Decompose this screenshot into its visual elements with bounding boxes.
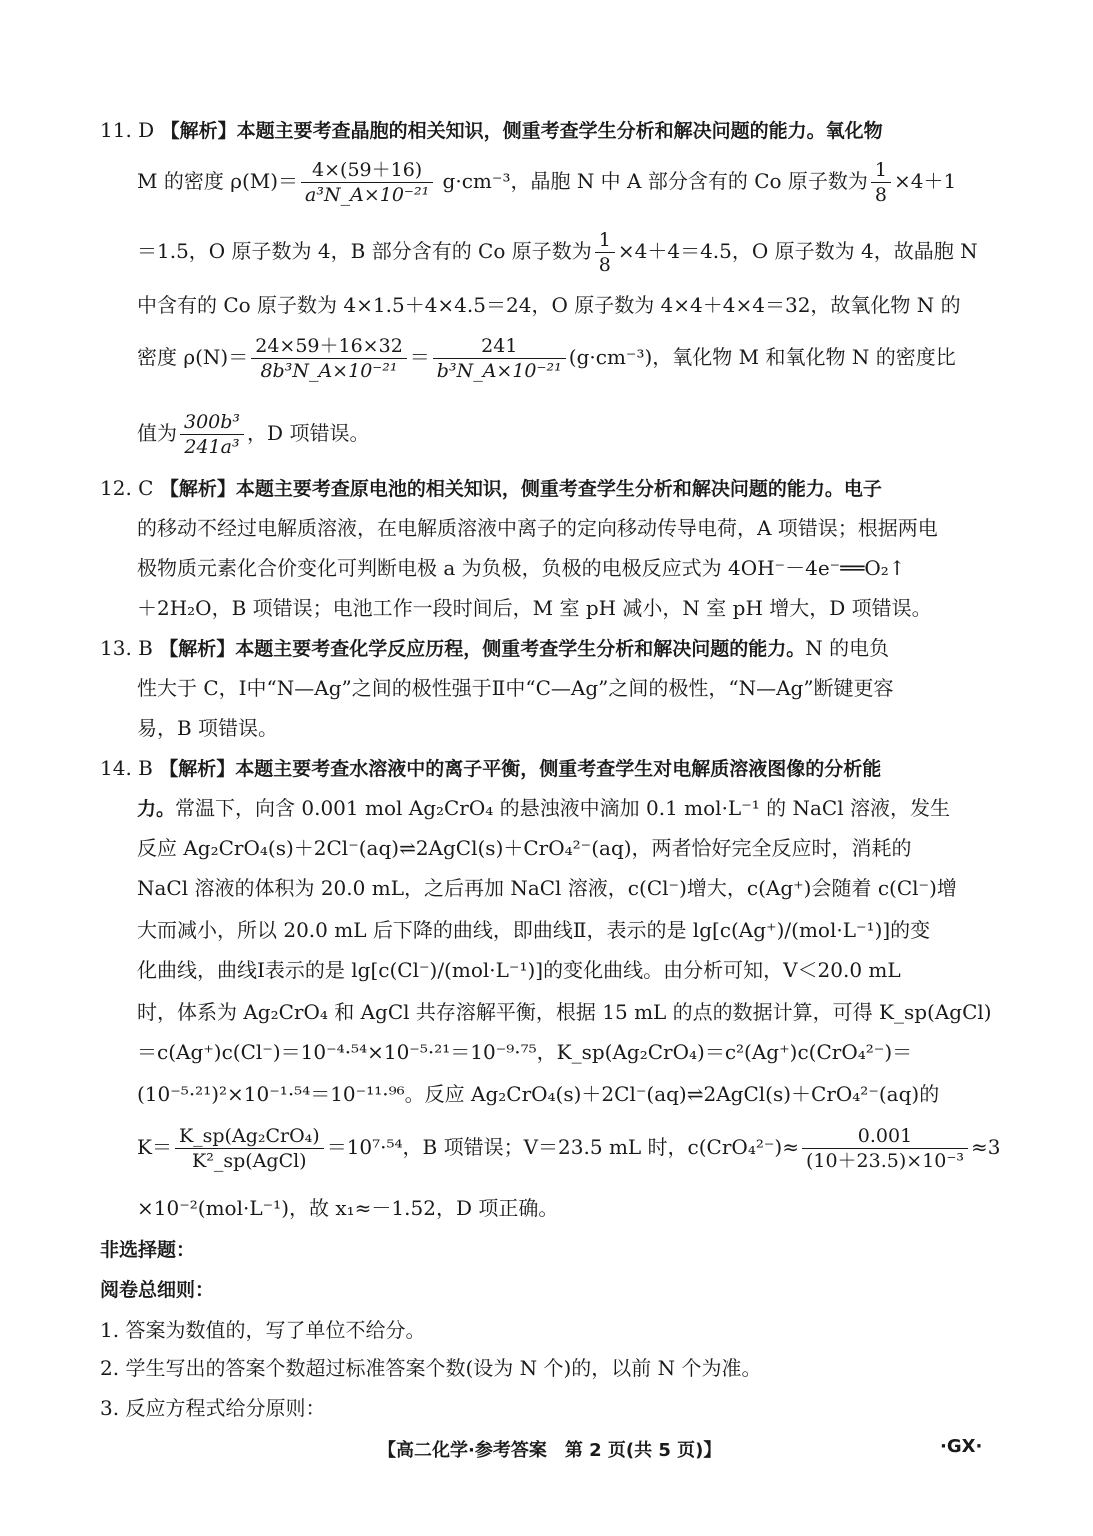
q11-line-2: [137, 158, 956, 207]
q14-text: ＝10⁷·⁵⁴，B 项错误；V＝23.5 mL 时，c(CrO₄²⁻)≈: [326, 1135, 799, 1159]
q14-text: ≈3: [971, 1135, 1001, 1159]
q14-line-8: ＝c(Ag⁺)c(Cl⁻)＝10⁻⁴·⁵⁴×10⁻⁵·²¹＝10⁻⁹·⁷⁵，K_sp(Ag₂CrO₄)＝c²(Ag⁺)c(CrO₄²⁻)＝: [137, 1040, 913, 1064]
q11-line-4: 中含有的 Co 原子数为 4×1.5＋4×4.5＝24，O 原子数为 4×4＋4×4＝32，故氧化物 N 的: [137, 293, 961, 317]
fraction-numerator: 300b³: [180, 410, 244, 435]
q14-text: 常温下，向含 0.001 mol Ag₂CrO₄ 的悬浊液中滴加 0.1 mol·L⁻¹ 的 NaCl 溶液，发生: [175, 796, 950, 820]
fraction: [871, 158, 891, 207]
q13-lead-tail: N 的电负: [805, 636, 890, 660]
q14-line-5: 大而减小，所以 20.0 mL 后下降的曲线，即曲线Ⅱ，表示的是 lg[c(Ag⁺)/(mol·L⁻¹)]的变: [137, 918, 931, 942]
q13-line-2: 性大于 C，Ⅰ中“N—Ag”之间的极性强于Ⅱ中“C—Ag”之间的极性，“N—Ag”断键更容: [137, 676, 894, 700]
q11-text: 值为: [137, 421, 177, 445]
fraction-numerator: 1: [871, 158, 891, 183]
fraction: [180, 410, 244, 459]
fraction-numerator: 1: [595, 228, 615, 253]
q11-text: (g·cm⁻³)，氧化物 M 和氧化物 N 的密度比: [568, 345, 956, 369]
fraction-denominator: K²_sp(AgCl): [192, 1150, 307, 1172]
footer-code: ·GX·: [940, 1436, 983, 1457]
fraction-numerator: 4×(59＋16): [301, 158, 433, 183]
q13-line-1: [100, 636, 889, 661]
rule-item: 1. 答案为数值的，写了单位不给分。: [100, 1318, 426, 1342]
q11-text: ＝1.5，O 原子数为 4，B 部分含有的 Co 原子数为: [137, 239, 592, 263]
fraction-denominator: 241a³: [184, 436, 240, 458]
q14-line-1: [100, 756, 881, 781]
q11-text: g·cm⁻³，晶胞 N 中 A 部分含有的 Co 原子数为: [436, 169, 868, 193]
q13-line-3: 易，B 项错误。: [137, 716, 279, 740]
q12-tag: 【解析】: [159, 478, 236, 500]
q12-number: 12. C: [100, 476, 154, 500]
q14-number: 14. B: [100, 756, 153, 780]
q11-text: M 的密度 ρ(M)＝: [137, 169, 299, 193]
q11-lead-tail: 氧化物: [825, 120, 883, 142]
q11-text: ×4＋1: [894, 169, 957, 193]
fraction: [802, 1124, 968, 1173]
q14-text-bold: 力。: [137, 798, 176, 820]
fraction-denominator: 8: [874, 184, 887, 206]
fraction: [301, 158, 433, 207]
q12-line-3: 极物质元素化合价变化可判断电极 a 为负极，负极的电极反应式为 4OH⁻－4e⁻══O₂↑: [137, 556, 906, 580]
fraction-numerator: 241: [433, 334, 566, 359]
q12-line-4: ＋2H₂O，B 项错误；电池工作一段时间后，M 室 pH 减小，N 室 pH 增大，D 项错误。: [137, 596, 932, 620]
q11-line-3: [137, 228, 978, 277]
q11-line-5: [137, 334, 956, 383]
q13-number: 13. B: [100, 636, 153, 660]
q14-text: K＝: [137, 1135, 172, 1159]
section-title-non-choice: 非选择题：: [100, 1239, 196, 1261]
fraction-numerator: K_sp(Ag₂CrO₄): [175, 1124, 324, 1149]
q13-lead: 本题主要考查化学反应历程，侧重考查学生分析和解决问题的能力。: [235, 638, 806, 660]
q14-line-7: 时，体系为 Ag₂CrO₄ 和 AgCl 共存溶解平衡，根据 15 mL 的点的数据计算，可得 K_sp(AgCl): [137, 1000, 992, 1024]
fraction-numerator: 24×59＋16×32: [251, 334, 407, 359]
q11-number: 11. D: [100, 118, 155, 142]
q14-line-6: 化曲线，曲线Ⅰ表示的是 lg[c(Cl⁻)/(mol·L⁻¹)]的变化曲线。由分析可知，V＜20.0 mL: [137, 958, 901, 982]
q14-lead: 本题主要考查水溶液中的离子平衡，侧重考查学生对电解质溶液图像的分析能: [235, 758, 882, 780]
fraction: [595, 228, 615, 277]
page-footer: 【高二化学·参考答案 第 2 页(共 5 页)】: [378, 1440, 722, 1461]
rules-title: 阅卷总细则：: [100, 1279, 215, 1301]
q11-lead: 本题主要考查晶胞的相关知识，侧重考查学生分析和解决问题的能力。: [236, 120, 826, 142]
q14-line-11: ×10⁻²(mol·L⁻¹)，故 x₁≈－1.52，D 项正确。: [137, 1196, 559, 1220]
q12-line-2: 的移动不经过电解质溶液，在电解质溶液中离子的定向移动传导电荷，A 项错误；根据两电: [137, 516, 938, 540]
q14-line-2: [137, 796, 950, 821]
q11-text: ×4＋4＝4.5，O 原子数为 4，故晶胞 N: [617, 239, 978, 263]
q14-line-10: [137, 1124, 1001, 1173]
q11-line-6: [137, 410, 369, 459]
rule-item: 3. 反应方程式给分原则：: [100, 1396, 326, 1420]
q14-line-3: 反应 Ag₂CrO₄(s)＋2Cl⁻(aq)⇌2AgCl(s)＋CrO₄²⁻(aq)，两者恰好完全反应时，消耗的: [137, 836, 912, 860]
q11-text: 密度 ρ(N)＝: [137, 345, 249, 369]
fraction-denominator: 8b³N_A×10⁻²¹: [260, 360, 398, 382]
rule-item: 2. 学生写出的答案个数超过标准答案个数(设为 N 个)的，以前 N 个为准。: [100, 1356, 762, 1380]
fraction-denominator: (10＋23.5)×10⁻³: [805, 1150, 965, 1172]
q11-line-1: [100, 118, 883, 143]
q11-tag: 【解析】: [160, 120, 237, 142]
fraction-numerator: 0.001: [802, 1124, 968, 1149]
q14-line-4: NaCl 溶液的体积为 20.0 mL，之后再加 NaCl 溶液，c(Cl⁻)增大，c(Ag⁺)会随着 c(Cl⁻)增: [137, 876, 957, 900]
q14-line-9: (10⁻⁵·²¹)²×10⁻¹·⁵⁴＝10⁻¹¹·⁹⁶。反应 Ag₂CrO₄(s)＋2Cl⁻(aq)⇌2AgCl(s)＋CrO₄²⁻(aq)的: [137, 1082, 940, 1106]
q12-lead-tail: 电子: [843, 478, 882, 500]
q11-text: ，D 项错误。: [247, 421, 370, 445]
q14-tag: 【解析】: [159, 758, 236, 780]
fraction: [175, 1124, 324, 1173]
fraction-denominator: 8: [598, 254, 611, 276]
q11-text: ＝: [409, 345, 430, 369]
fraction: [251, 334, 407, 383]
q13-tag: 【解析】: [159, 638, 236, 660]
fraction-denominator: a³N_A×10⁻²¹: [305, 184, 430, 206]
fraction-denominator: b³N_A×10⁻²¹: [436, 360, 562, 382]
q12-lead: 本题主要考查原电池的相关知识，侧重考查学生分析和解决问题的能力。: [235, 478, 844, 500]
fraction: [433, 334, 566, 383]
q12-line-1: [100, 476, 882, 501]
